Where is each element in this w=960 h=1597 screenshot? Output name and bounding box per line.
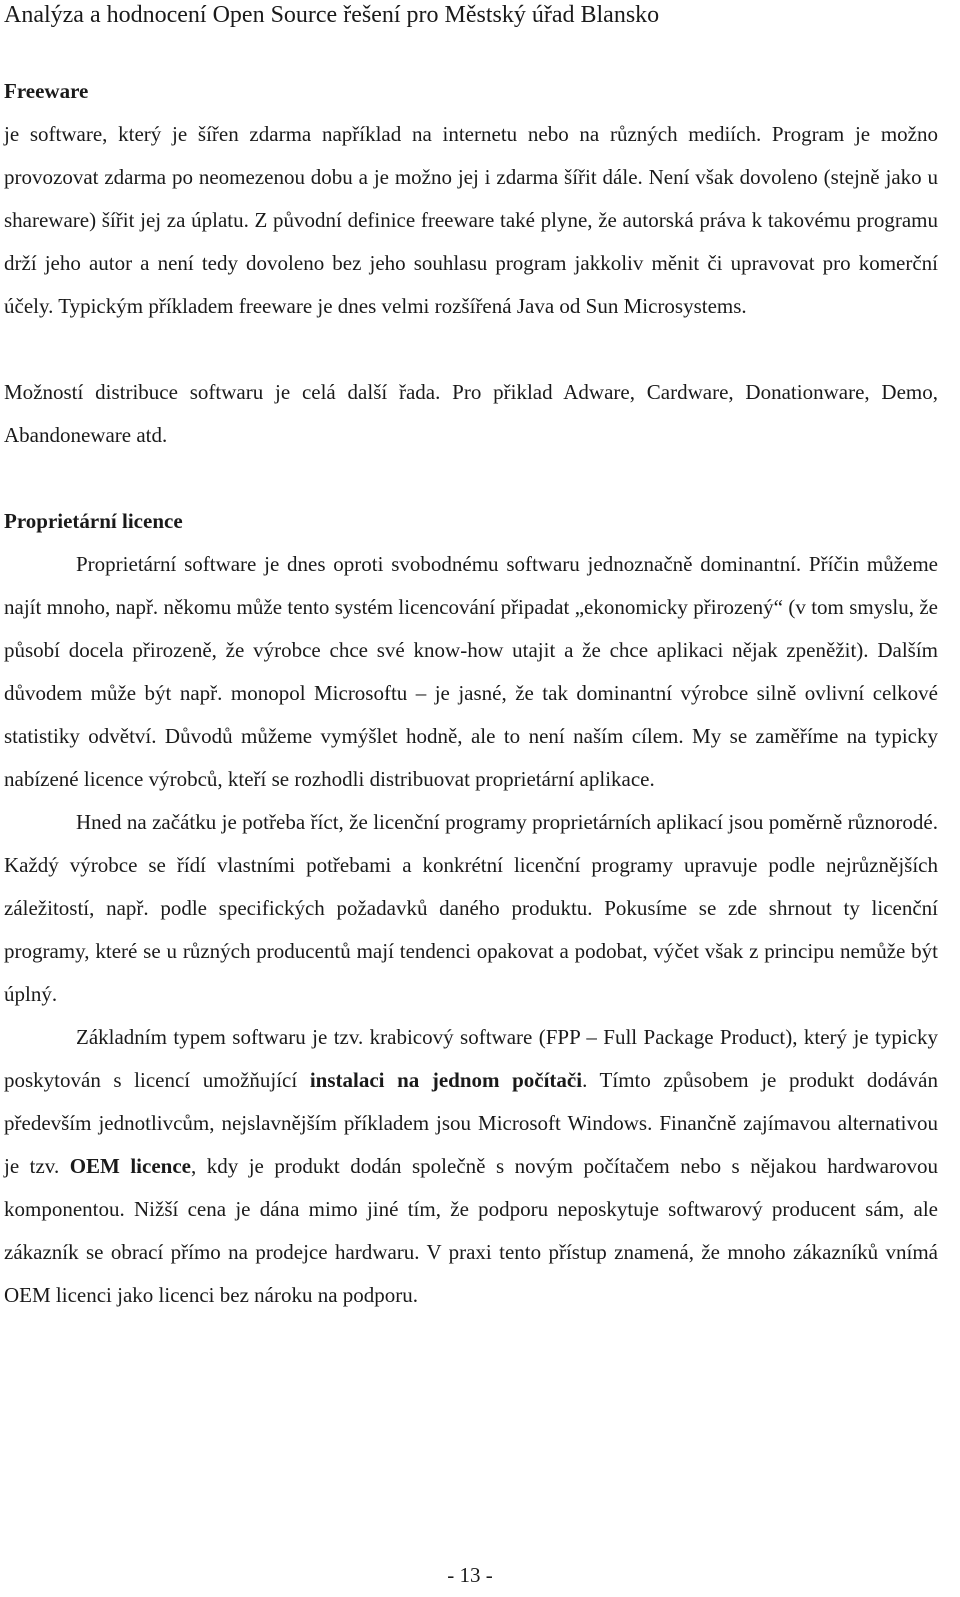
fpp-text-1: Základním typem softwaru je tzv. krabicový software (FPP – Full Package Product), který je typicky poskytován s licencí umožňující xyxy=(4,1025,938,1092)
page-number: - 13 - xyxy=(447,1563,493,1587)
paragraph-licence-programs: Hned na začátku je potřeba říct, že licenční programy proprietárních aplikací jsou poměrně různorodé. Každý výrobce se řídí vlastními potřebami a konkrétní licenční programy upravuje podle nejrůznějších záležitostí, např. podle specifických požadavků daného produktu. Pokusíme se zde shrnout ty licenční programy, které se u různých producentů mají tendenci opakovat a podobat, výčet však z principu nemůže být úplný. xyxy=(4,810,938,1006)
paragraph-freeware-definition: je software, který je šířen zdarma například na internetu nebo na různých mediích. Program je možno provozovat zdarma po neomezenou dobu a je možno jej i zdarma šířit dále. Není však dovoleno (stejně jako u shareware) šířit jej za úplatu. Z původní definice freeware také plyne, že autorská práva k takovému programu drží jeho autor a není tedy dovoleno bez jeho souhlasu program jakkoliv měnit či upravovat pro komerční účely. Typickým příkladem freeware je dnes velmi rozšířená Java od Sun Microsystems. xyxy=(4,122,938,318)
paragraph-proprietary-intro: Proprietární software je dnes oproti svobodnému softwaru jednoznačně dominantní. Příčin můžeme najít mnoho, např. někomu může tento systém licencování připadat „ekonomicky přirozený“ (v tom smyslu, že působí docela přirozeně, že výrobce chce své know-how utajit a že chce aplikaci nějak zpeněžit). Dalším důvodem může být např. monopol Microsoftu – je jasné, že tak dominantní výrobce silně ovlivní celkové statistiky odvětví. Důvodů můžeme vymýšlet hodně, ale to není naším cílem. My se zaměříme na typicky nabízené licence výrobců, kteří se rozhodli distribuovat proprietární aplikace. xyxy=(4,552,938,791)
emphasis-single-install: instalaci na jednom počítači xyxy=(309,1068,583,1092)
paragraph-distribution-types: Možností distribuce softwaru je celá další řada. Pro přiklad Adware, Cardware, Donationware, Demo, Abandoneware atd. xyxy=(4,380,938,447)
paragraph-fpp-oem xyxy=(4,1016,938,1317)
fpp-text-3: , kdy je produkt dodán společně s novým počítačem nebo s nějakou hardwarovou komponentou. Nižší cena je dána mimo jiné tím, že podporu neposkytuje softwarový producent sám, ale zákazník se obrací přímo na prodejce hardwaru. V praxi tento přístup znamená, že mnoho zákazníků vnímá OEM licenci jako licenci bez nároku na podporu. xyxy=(4,1154,938,1307)
section-heading-proprietary: Proprietární licence xyxy=(4,509,183,533)
fpp-text-2: . Tímto způsobem je produkt dodáván především jednotlivcům, nejslavnějším příkladem jsou Microsoft Windows. Finančně zajímavou alternativou je tzv. xyxy=(4,1068,938,1178)
section-heading-freeware: Freeware xyxy=(4,79,89,103)
running-header: Analýza a hodnocení Open Source řešení pro Městský úřad Blansko xyxy=(4,2,660,28)
document-body xyxy=(4,70,938,1317)
emphasis-oem-licence: OEM licence xyxy=(69,1154,191,1178)
